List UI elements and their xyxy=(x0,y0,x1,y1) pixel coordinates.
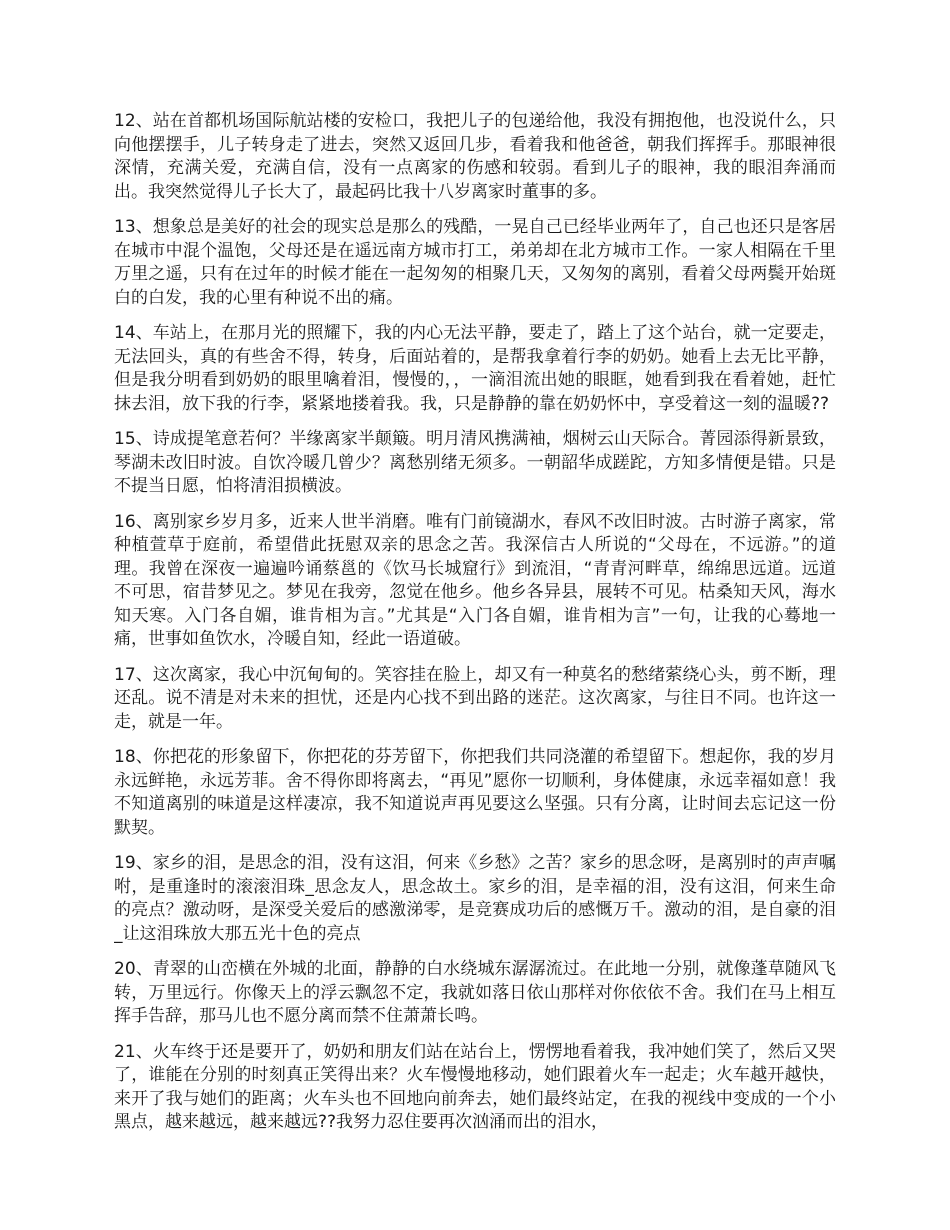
paragraph-15: 15、诗成提笔意若何？半缘离家半颠簸。明月清风携满袖，烟树云山天际合。菁园添得新景致，琴湖未改旧时波。自饮冷暖几曾少？离愁别绪无须多。一朝韶华成蹉跎，方知多情便是错。只是不提当日愿，怕将清泪损横波。 xyxy=(114,429,836,496)
paragraph-20: 20、青翠的山峦横在外城的北面，静静的白水绕城东潺潺流过。在此地一分别，就像蓬草随风飞转，万里远行。你像天上的浮云飘忽不定，我就如落日依山那样对你依依不舍。我们在马上相互挥手告辞，那马儿也不愿分离而禁不住萧萧长鸣。 xyxy=(114,959,836,1026)
paragraph-17: 17、这次离家，我心中沉甸甸的。笑容挂在脸上，却又有一种莫名的愁绪萦绕心头，剪不断，理还乱。说不清是对未来的担忧，还是内心找不到出路的迷茫。这次离家，与往日不同。也许这一走，就是一年。 xyxy=(114,664,836,732)
paragraph-21: 21、火车终于还是要开了，奶奶和朋友们站在站台上，愣愣地看着我，我冲她们笑了，然后又哭了，谁能在分别的时刻真正笑得出来？火车慢慢地移动，她们跟着火车一起走；火车越开越快，来开了我与她们的距离；火车头也不回地向前奔去，她们最终站定，在我的视线中变成的一个小黑点，越来越远，越来越远??我努力忍住要再次汹涌而出的泪水， xyxy=(114,1041,836,1132)
paragraph-16: 16、离别家乡岁月多，近来人世半消磨。唯有门前镜湖水，春风不改旧时波。古时游子离家，常种植萱草于庭前，希望借此抚慰双亲的思念之苦。我深信古人所说的“父母在，不远游。”的道理。我曾在深夜一遍遍吟诵蔡邕的《饮马长城窟行》到流泪，“青青河畔草，绵绵思远道。远道不可思，宿昔梦见之。梦见在我旁，忽觉在他乡。他乡各异县，展转不可见。枯桑知天风，海水知天寒。入门各自媚，谁肯相为言。”尤其是“入门各自媚，谁肯相为言”一句，让我的心蓦地一痛，世事如鱼饮水，冷暖自知，经此一语道破。 xyxy=(114,511,836,649)
paragraph-14: 14、车站上，在那月光的照耀下，我的内心无法平静，要走了，踏上了这个站台，就一定要走，无法回头，真的有些舍不得，转身，后面站着的，是帮我拿着行李的奶奶。她看上去无比平静，但是我分明看到奶奶的眼里噙着泪，慢慢的，，一滴泪流出她的眼眶，她看到我在看着她，赶忙抹去泪，放下我的行李，紧紧地搂着我。我，只是静静的靠在奶奶怀中，享受着这一刻的温暖?? xyxy=(114,323,836,414)
document-page xyxy=(114,110,836,1220)
paragraph-12: 12、站在首都机场国际航站楼的安检口，我把儿子的包递给他，我没有拥抱他，也没说什么，只向他摆摆手，儿子转身走了进去，突然又返回几步，看着我和他爸爸，朝我们挥挥手。那眼神很深情，充满关爱，充满自信，没有一点离家的伤感和较弱。看到儿子的眼神，我的眼泪奔涌而出。我突然觉得儿子长大了，最起码比我十八岁离家时董事的多。 xyxy=(114,111,836,202)
paragraph-18: 18、你把花的形象留下，你把花的芬芳留下，你把我们共同浇灌的希望留下。想起你，我的岁月永远鲜艳，永远芳菲。舍不得你即将离去，“再见”愿你一切顺利，身体健康，永远幸福如意！我不知道离别的味道是这样凄凉，我不知道说声再见要这么坚强。只有分离，让时间去忘记这一份默契。 xyxy=(114,747,836,838)
paragraph-13: 13、想象总是美好的社会的现实总是那么的残酷，一晃自己已经毕业两年了，自己也还只是客居在城市中混个温饱，父母还是在遥远南方城市打工，弟弟却在北方城市工作。一家人相隔在千里万里之遥，只有在过年的时候才能在一起匆匆的相聚几天，又匆匆的离别，看着父母两鬓开始斑白的白发，我的心里有种说不出的痛。 xyxy=(114,217,836,308)
paragraph-19: 19、家乡的泪，是思念的泪，没有这泪，何来《乡愁》之苦？家乡的思念呀，是离别时的声声嘱咐，是重逢时的滚滚泪珠_思念友人，思念故土。家乡的泪，是幸福的泪，没有这泪，何来生命的亮点？激动呀，是深受关爱后的感激涕零，是竞赛成功后的感慨万千。激动的泪，是自豪的泪_让这泪珠放大那五光十色的亮点 xyxy=(114,853,836,944)
